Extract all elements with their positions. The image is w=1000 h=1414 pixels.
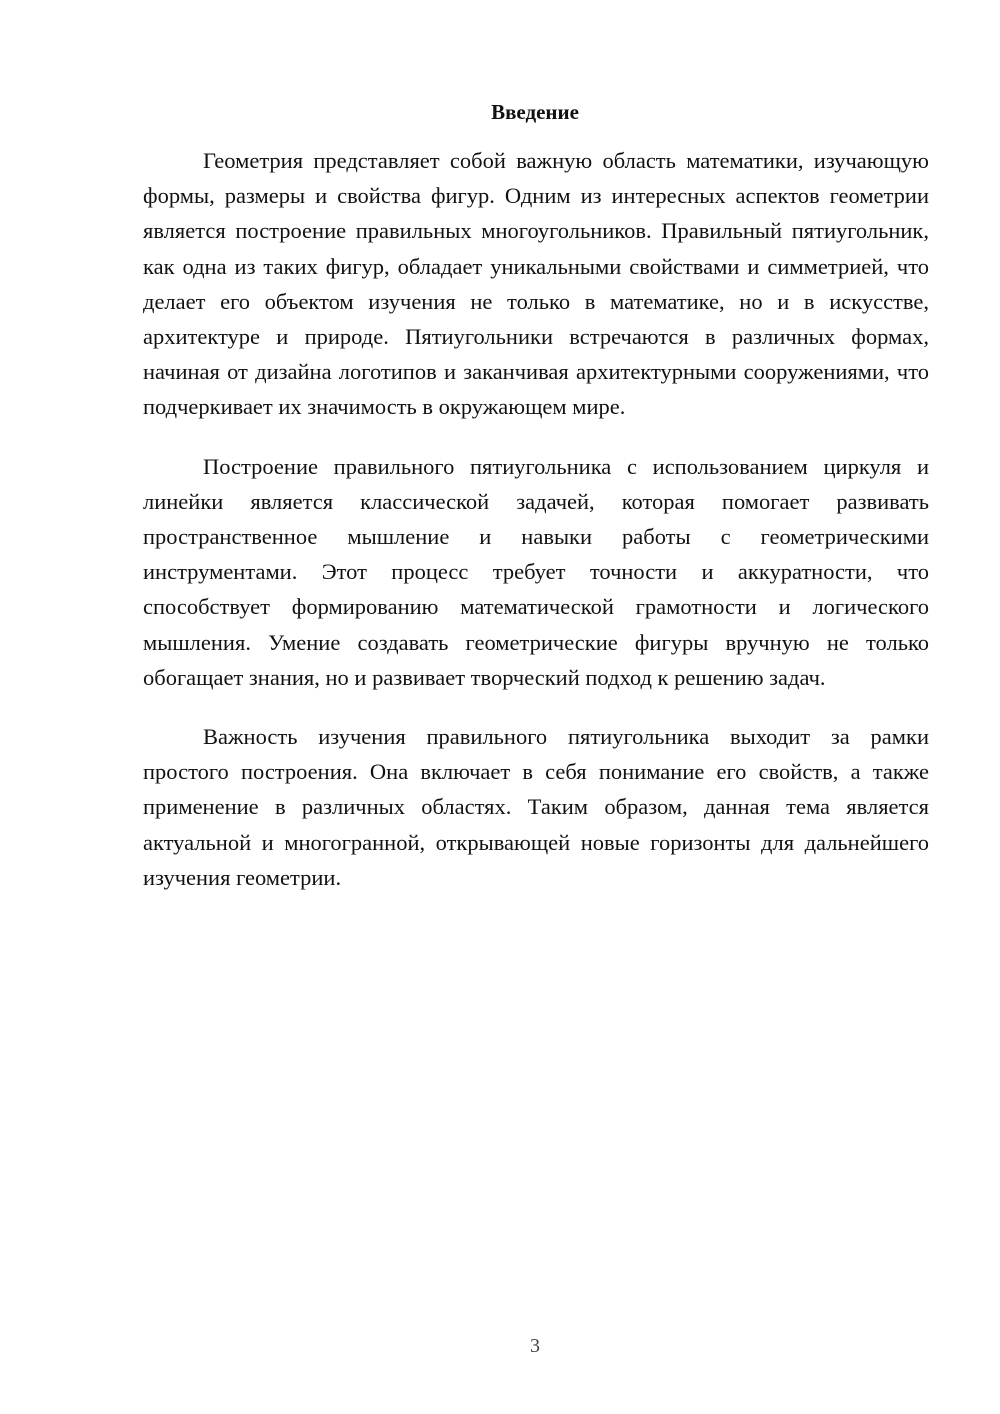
page-number: 3 (530, 1335, 540, 1357)
paragraph-2: Построение правильного пятиугольника с использованием циркуля и линейки является классической задачей, которая помогает развивать пространственное мышление и навыки работы с геометрическими инструментами. Этот процесс требует точности и аккуратности, что способствует формированию математической грамотности и логического мышления. Умение создавать геометрические фигуры вручную не только обогащает знания, но и развивает творческий подход к решению задач. (143, 453, 929, 690)
body-text (143, 143, 929, 919)
paragraph-3: Важность изучения правильного пятиугольника выходит за рамки простого построения. Она включает в себя понимание его свойств, а также применение в различных областях. Таким образом, данная тема является актуальной и многогранной, открывающей новые горизонты для дальнейшего изучения геометрии. (143, 724, 929, 890)
section-heading: Введение (491, 100, 579, 124)
paragraph-1: Геометрия представляет собой важную область математики, изучающую формы, размеры и свойства фигур. Одним из интересных аспектов геометрии является построение правильных многоугольников. Правильный пятиугольник, как одна из таких фигур, обладает уникальными свойствами и симметрией, что делает его объектом изучения не только в математике, но и в искусстве, архитектуре и природе. Пятиугольники встречаются в различных формах, начиная от дизайна логотипов и заканчивая архитектурными сооружениями, что подчеркивает их значимость в окружающем мире. (143, 148, 929, 420)
